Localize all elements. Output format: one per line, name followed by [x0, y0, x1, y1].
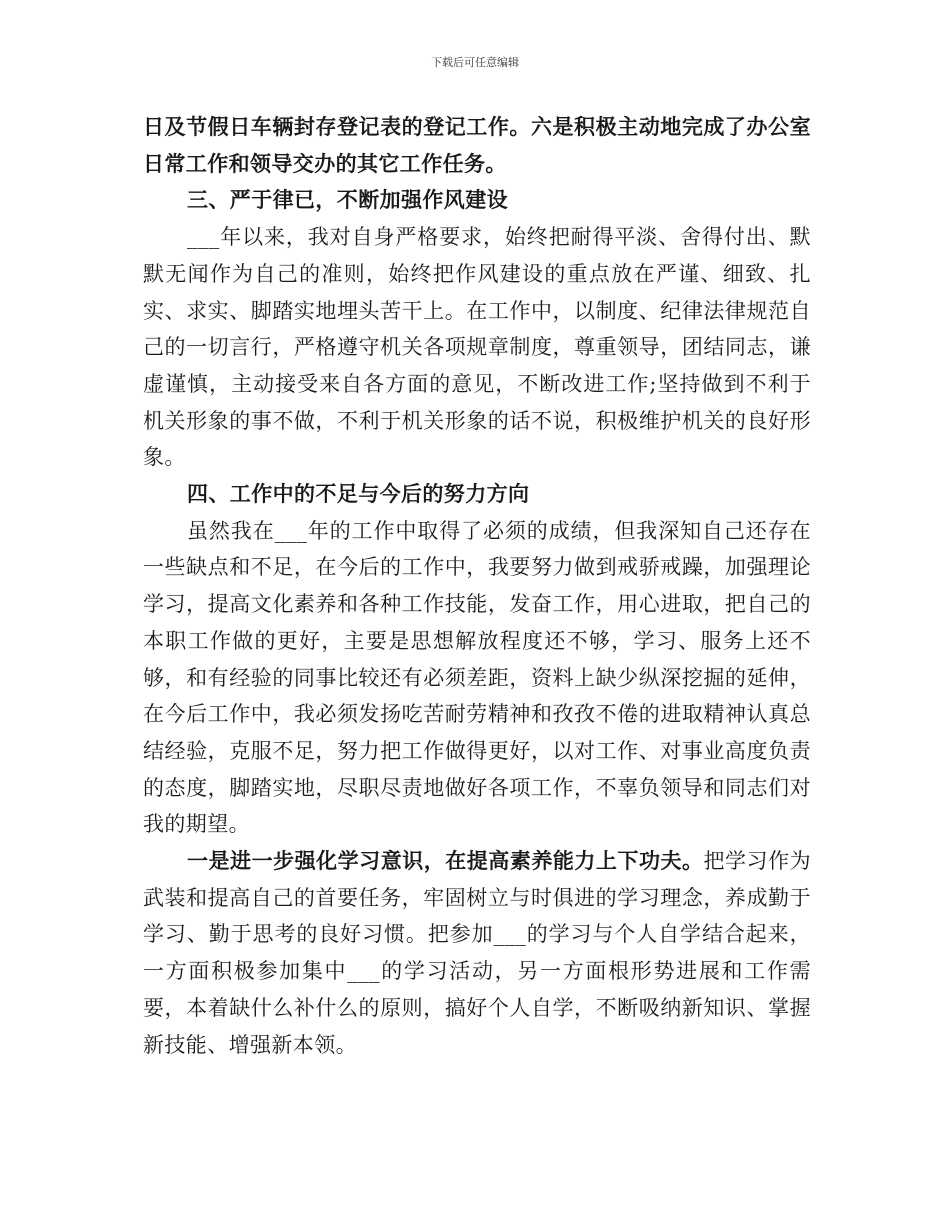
paragraph-shortcomings: 虽然我在___年的工作中取得了必须的成绩，但我深知自己还存在一些缺点和不足，在今后的工作中，我要努力做到戒骄戒躁，加强理论学习，提高文化素养和各种工作技能，发奋工作，用心进取，把自己的本职工作做的更好，主要是思想解放程度还不够，学习、服务上还不够，和有经验的同事比较还有必须差距，资料上缺少纵深挖掘的延伸，在今后工作中，我必须发扬吃苦耐劳精神和孜孜不倦的进取精神认真总结经验，克服不足，努力把工作做得更好，以对工作、对事业高度负责的态度，脚踏实地，尽职尽责地做好各项工作，不辜负领导和同志们对我的期望。 [143, 518, 811, 837]
section-heading-4: 四、工作中的不足与今后的努力方向 [187, 481, 530, 507]
paragraph-continuation: 日及节假日车辆封存登记表的登记工作。六是积极主动地完成了办公室日常工作和领导交办的其它工作任务。 [143, 114, 811, 176]
paragraph-study [143, 843, 811, 1063]
paragraph-study-lead: 一是进一步强化学习意识，在提高素养能力上下功夫。 [187, 848, 704, 874]
section-heading-3: 三、严于律已，不断加强作风建设 [187, 187, 508, 213]
paragraph-self-discipline: ___年以来，我对自身严格要求，始终把耐得平淡、舍得付出、默默无闻作为自己的准则，始终把作风建设的重点放在严谨、细致、扎实、求实、脚踏实地埋头苦干上。在工作中，以制度、纪律法律规范自己的一切言行，严格遵守机关各项规章制度，尊重领导，团结同志，谦虚谨慎，主动接受来自各方面的意见，不断改进工作;坚持做到不利于机关形象的事不做，不利于机关形象的话不说，积极维护机关的良好形象。 [143, 225, 811, 470]
paragraph-study-text: 把学习作为武装和提高自己的首要任务，牢固树立与时俱进的学习理念，养成勤于学习、勤于思考的良好习惯。把参加___的学习与个人自学结合起来，一方面积极参加集中___的学习活动，另一方面根形势进展和工作需要，本着缺什么补什么的原则，搞好个人自学，不断吸纳新知识、掌握新技能、增强新本领。 [143, 849, 811, 1057]
document-body [143, 109, 811, 1063]
page-header-note: 下载后可任意编辑 [431, 56, 519, 69]
